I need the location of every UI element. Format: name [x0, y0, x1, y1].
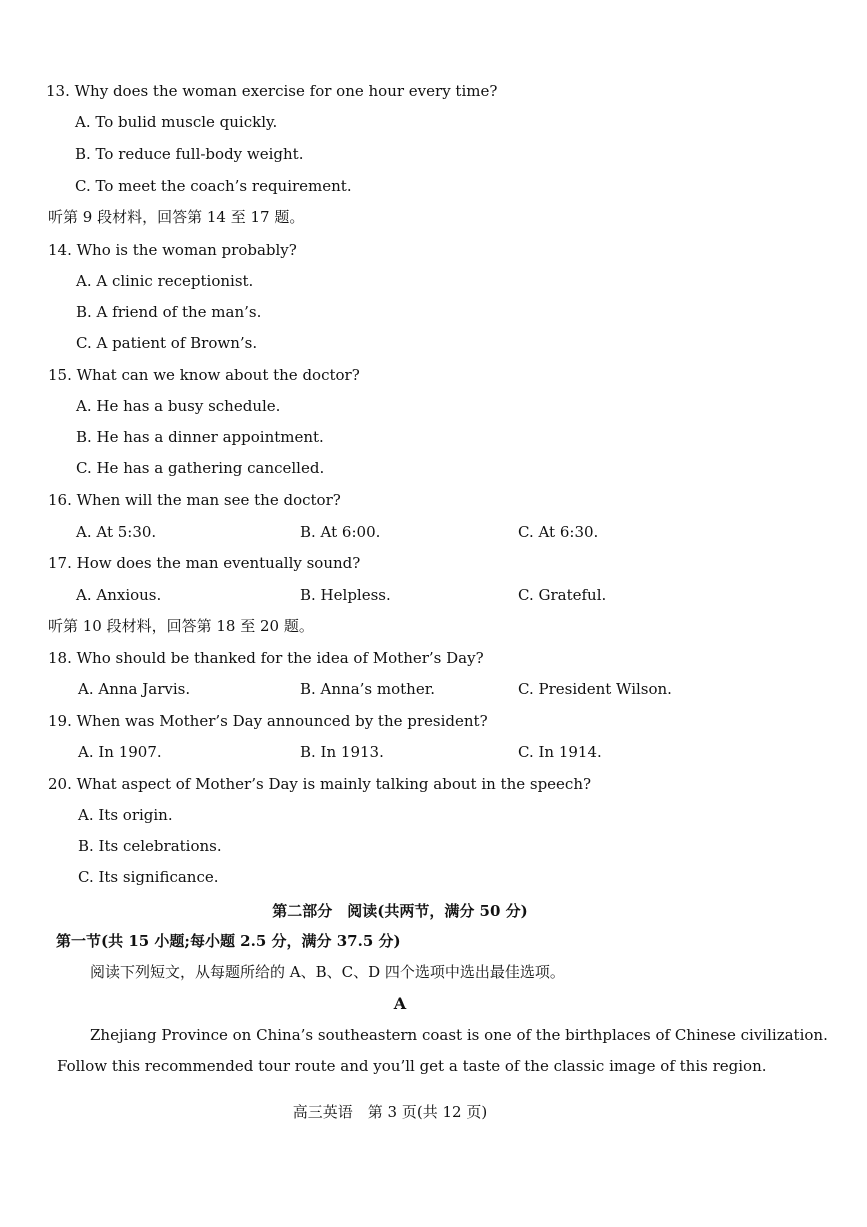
question-13-option-c: C. To meet the coach’s requirement.: [75, 177, 352, 195]
question-20-option-a: A. Its origin.: [78, 806, 173, 824]
question-13-stem: 13. Why does the woman exercise for one hour every time?: [46, 82, 498, 100]
question-19-option-c: C. In 1914.: [518, 743, 602, 761]
question-18-option-c: C. President Wilson.: [518, 680, 672, 698]
question-20-option-c: C. Its significance.: [78, 868, 219, 886]
page-footer: 高三英语 第 3 页(共 12 页): [292, 1103, 488, 1121]
passage-line-1: Zhejiang Province on China’s southeastern coast is one of the birthplaces of Chinese civilization.: [90, 1026, 828, 1044]
question-15-option-b: B. He has a dinner appointment.: [76, 428, 324, 446]
question-16-option-a: A. At 5:30.: [76, 523, 157, 541]
question-17-option-c: C. Grateful.: [518, 586, 607, 604]
listening-section-10-heading: 听第 10 段材料，回答第 18 至 20 题。: [48, 617, 314, 635]
question-15-stem: 15. What can we know about the doctor?: [48, 366, 360, 384]
question-19-option-a: A. In 1907.: [78, 743, 162, 761]
listening-section-9-heading: 听第 9 段材料，回答第 14 至 17 题。: [48, 208, 305, 226]
question-17-stem: 17. How does the man eventually sound?: [48, 554, 361, 572]
question-13-option-b: B. To reduce full-body weight.: [75, 145, 304, 163]
question-15-option-c: C. He has a gathering cancelled.: [76, 459, 325, 477]
question-14-option-a: A. A clinic receptionist.: [76, 272, 254, 290]
question-20-option-b: B. Its celebrations.: [78, 837, 222, 855]
question-14-option-c: C. A patient of Brown’s.: [76, 334, 258, 352]
question-16-stem: 16. When will the man see the doctor?: [48, 491, 341, 509]
question-14-option-b: B. A friend of the man’s.: [76, 303, 262, 321]
reading-instruction: 阅读下列短文，从每题所给的 A、B、C、D 四个选项中选出最佳选项。: [90, 963, 565, 981]
question-20-stem: 20. What aspect of Mother’s Day is mainly talking about in the speech?: [48, 775, 592, 793]
question-19-stem: 19. When was Mother’s Day announced by the president?: [48, 712, 488, 730]
question-18-option-b: B. Anna’s mother.: [300, 680, 435, 698]
question-15-option-a: A. He has a busy schedule.: [76, 397, 281, 415]
passage-label: A: [393, 994, 407, 1013]
question-13-option-a: A. To bulid muscle quickly.: [75, 113, 278, 131]
question-16-option-c: C. At 6:30.: [518, 523, 599, 541]
passage-line-2: Follow this recommended tour route and you’ll get a taste of the classic image of this region.: [57, 1057, 767, 1075]
question-17-option-a: A. Anxious.: [76, 586, 162, 604]
question-18-option-a: A. Anna Jarvis.: [78, 680, 191, 698]
question-14-stem: 14. Who is the woman probably?: [48, 241, 297, 259]
section-one-title: 第一节(共 15 小题;每小题 2.5 分，满分 37.5 分): [56, 932, 401, 950]
question-19-option-b: B. In 1913.: [300, 743, 384, 761]
question-17-option-b: B. Helpless.: [300, 586, 391, 604]
question-18-stem: 18. Who should be thanked for the idea of Mother’s Day?: [48, 649, 484, 667]
part-two-title: 第二部分 阅读(共两节，满分 50 分): [272, 902, 528, 920]
question-16-option-b: B. At 6:00.: [300, 523, 381, 541]
